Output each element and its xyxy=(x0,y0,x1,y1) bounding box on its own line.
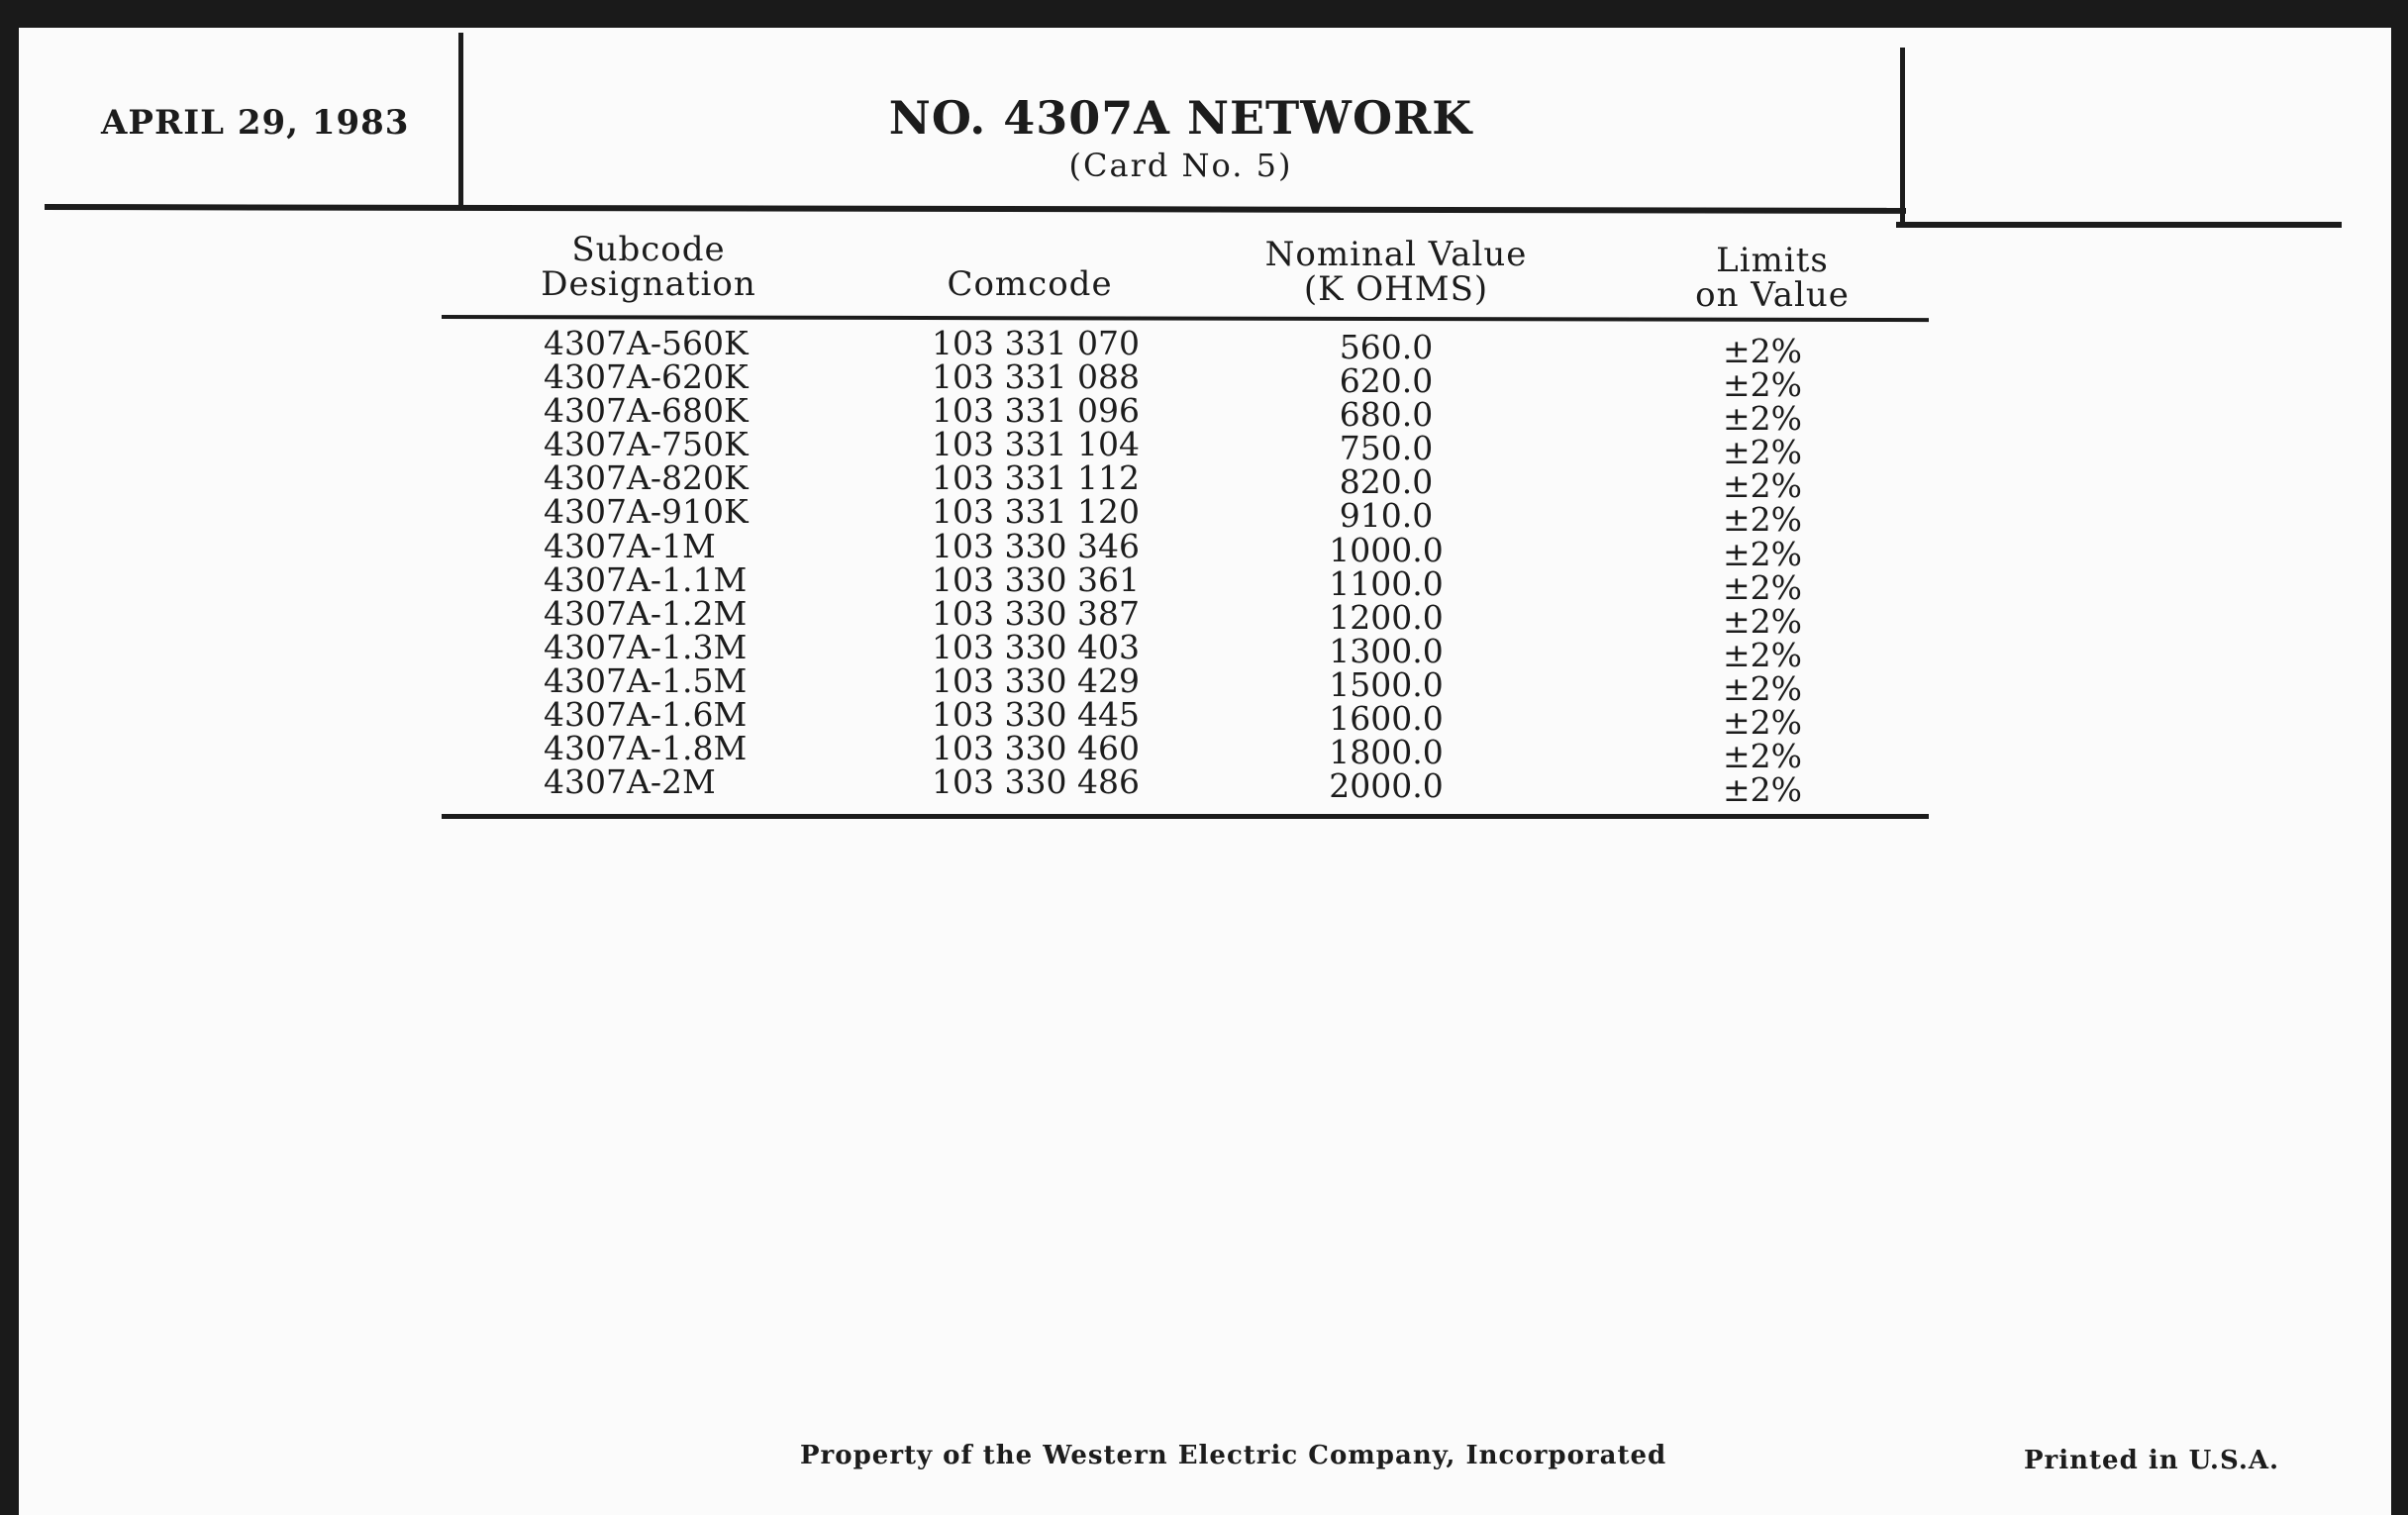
comcode-cell: 103 331 112 xyxy=(932,458,1140,498)
limit-cell: ±2% xyxy=(1722,433,1802,472)
nominal-value-cell: 560.0 xyxy=(1339,328,1434,366)
comcode-cell: 103 330 429 xyxy=(932,660,1140,700)
subcode-cell: 4307A-560K xyxy=(544,324,749,362)
nominal-value-cell: 1100.0 xyxy=(1329,563,1444,603)
nominal-value-cell: 910.0 xyxy=(1339,496,1434,536)
table-row xyxy=(0,729,2408,776)
comcode-cell: 103 330 346 xyxy=(932,526,1140,565)
table-body xyxy=(0,324,2408,810)
comcode-cell: 103 331 104 xyxy=(932,425,1140,464)
subcode-cell: 4307A-1.6M xyxy=(544,695,748,735)
subcode-cell: 4307A-1.2M xyxy=(544,593,748,633)
subcode-cell: 4307A-620K xyxy=(544,357,749,397)
subcode-cell: 4307A-2M xyxy=(544,762,716,802)
nominal-value-cell: 1300.0 xyxy=(1329,631,1444,670)
printed-notice: Printed in U.S.A. xyxy=(2024,1446,2280,1475)
column-header-limits: Limits on Value xyxy=(1695,241,1850,315)
nominal-value-cell: 1500.0 xyxy=(1329,664,1444,704)
column-header-nominal-value: Nominal Value (K OHMS) xyxy=(1264,235,1528,309)
subcode-cell: 4307A-1.1M xyxy=(544,559,748,599)
comcode-cell: 103 331 070 xyxy=(932,324,1140,362)
nominal-value-cell: 820.0 xyxy=(1339,462,1434,502)
subcode-cell: 4307A-1.8M xyxy=(544,729,748,768)
table-row xyxy=(0,357,2408,405)
nominal-value-cell: 1000.0 xyxy=(1329,530,1444,569)
column-header-subcode: Subcode Designation xyxy=(541,230,756,304)
table-row xyxy=(0,391,2408,439)
header-rule-right xyxy=(1896,222,2342,228)
comcode-cell: 103 331 096 xyxy=(932,391,1140,431)
card-number: (Card No. 5) xyxy=(1068,147,1293,184)
nominal-value-cell: 1600.0 xyxy=(1329,699,1444,739)
nominal-value-cell: 1800.0 xyxy=(1329,733,1444,772)
subcode-cell: 4307A-1.5M xyxy=(544,660,748,700)
table-row xyxy=(0,526,2408,573)
limit-cell: ±2% xyxy=(1722,500,1802,540)
comcode-cell: 103 330 445 xyxy=(932,695,1140,735)
comcode-cell: 103 331 088 xyxy=(932,357,1140,397)
table-row xyxy=(0,492,2408,540)
limit-cell: ±2% xyxy=(1722,737,1802,776)
limit-cell: ±2% xyxy=(1722,668,1802,708)
comcode-cell: 103 331 120 xyxy=(932,492,1140,532)
nominal-value-cell: 750.0 xyxy=(1339,429,1434,468)
nominal-value-cell: 620.0 xyxy=(1339,361,1434,401)
limit-cell: ±2% xyxy=(1722,601,1802,641)
comcode-cell: 103 330 361 xyxy=(932,559,1140,599)
table-row xyxy=(0,458,2408,506)
limit-cell: ±2% xyxy=(1722,770,1802,810)
table-row xyxy=(0,324,2408,370)
nominal-value-cell: 1200.0 xyxy=(1329,597,1444,637)
subcode-cell: 4307A-820K xyxy=(544,458,749,498)
subcode-cell: 4307A-910K xyxy=(544,492,749,532)
subcode-cell: 4307A-1.3M xyxy=(544,627,748,666)
limit-cell: ±2% xyxy=(1722,635,1802,674)
limit-cell: ±2% xyxy=(1722,399,1802,439)
table-row xyxy=(0,695,2408,743)
issue-date: APRIL 29, 1983 xyxy=(101,103,410,143)
table-row xyxy=(0,627,2408,674)
nominal-value-cell: 2000.0 xyxy=(1329,766,1444,806)
limit-cell: ±2% xyxy=(1722,534,1802,573)
nominal-value-cell: 680.0 xyxy=(1339,395,1434,435)
limit-cell: ±2% xyxy=(1722,703,1802,743)
subcode-cell: 4307A-750K xyxy=(544,425,749,464)
table-row xyxy=(0,660,2408,708)
comcode-cell: 103 330 486 xyxy=(932,762,1140,802)
limit-cell: ±2% xyxy=(1722,365,1802,405)
table-row xyxy=(0,762,2408,810)
subcode-cell: 4307A-680K xyxy=(544,391,749,431)
table-bottom-rule xyxy=(442,814,1929,819)
subcode-cell: 4307A-1M xyxy=(544,526,716,565)
comcode-cell: 103 330 387 xyxy=(932,593,1140,633)
table-row xyxy=(0,559,2408,607)
page-title: NO. 4307A NETWORK xyxy=(888,91,1473,145)
property-notice: Property of the Western Electric Company, Incorporated xyxy=(800,1441,1667,1470)
table-row xyxy=(0,425,2408,472)
limit-cell: ±2% xyxy=(1722,466,1802,506)
limit-cell: ±2% xyxy=(1722,332,1802,370)
comcode-cell: 103 330 460 xyxy=(932,729,1140,768)
limit-cell: ±2% xyxy=(1722,567,1802,607)
column-header-comcode: Comcode xyxy=(947,264,1113,304)
header-divider-right xyxy=(1900,48,1905,224)
table-row xyxy=(0,593,2408,641)
comcode-cell: 103 330 403 xyxy=(932,627,1140,666)
